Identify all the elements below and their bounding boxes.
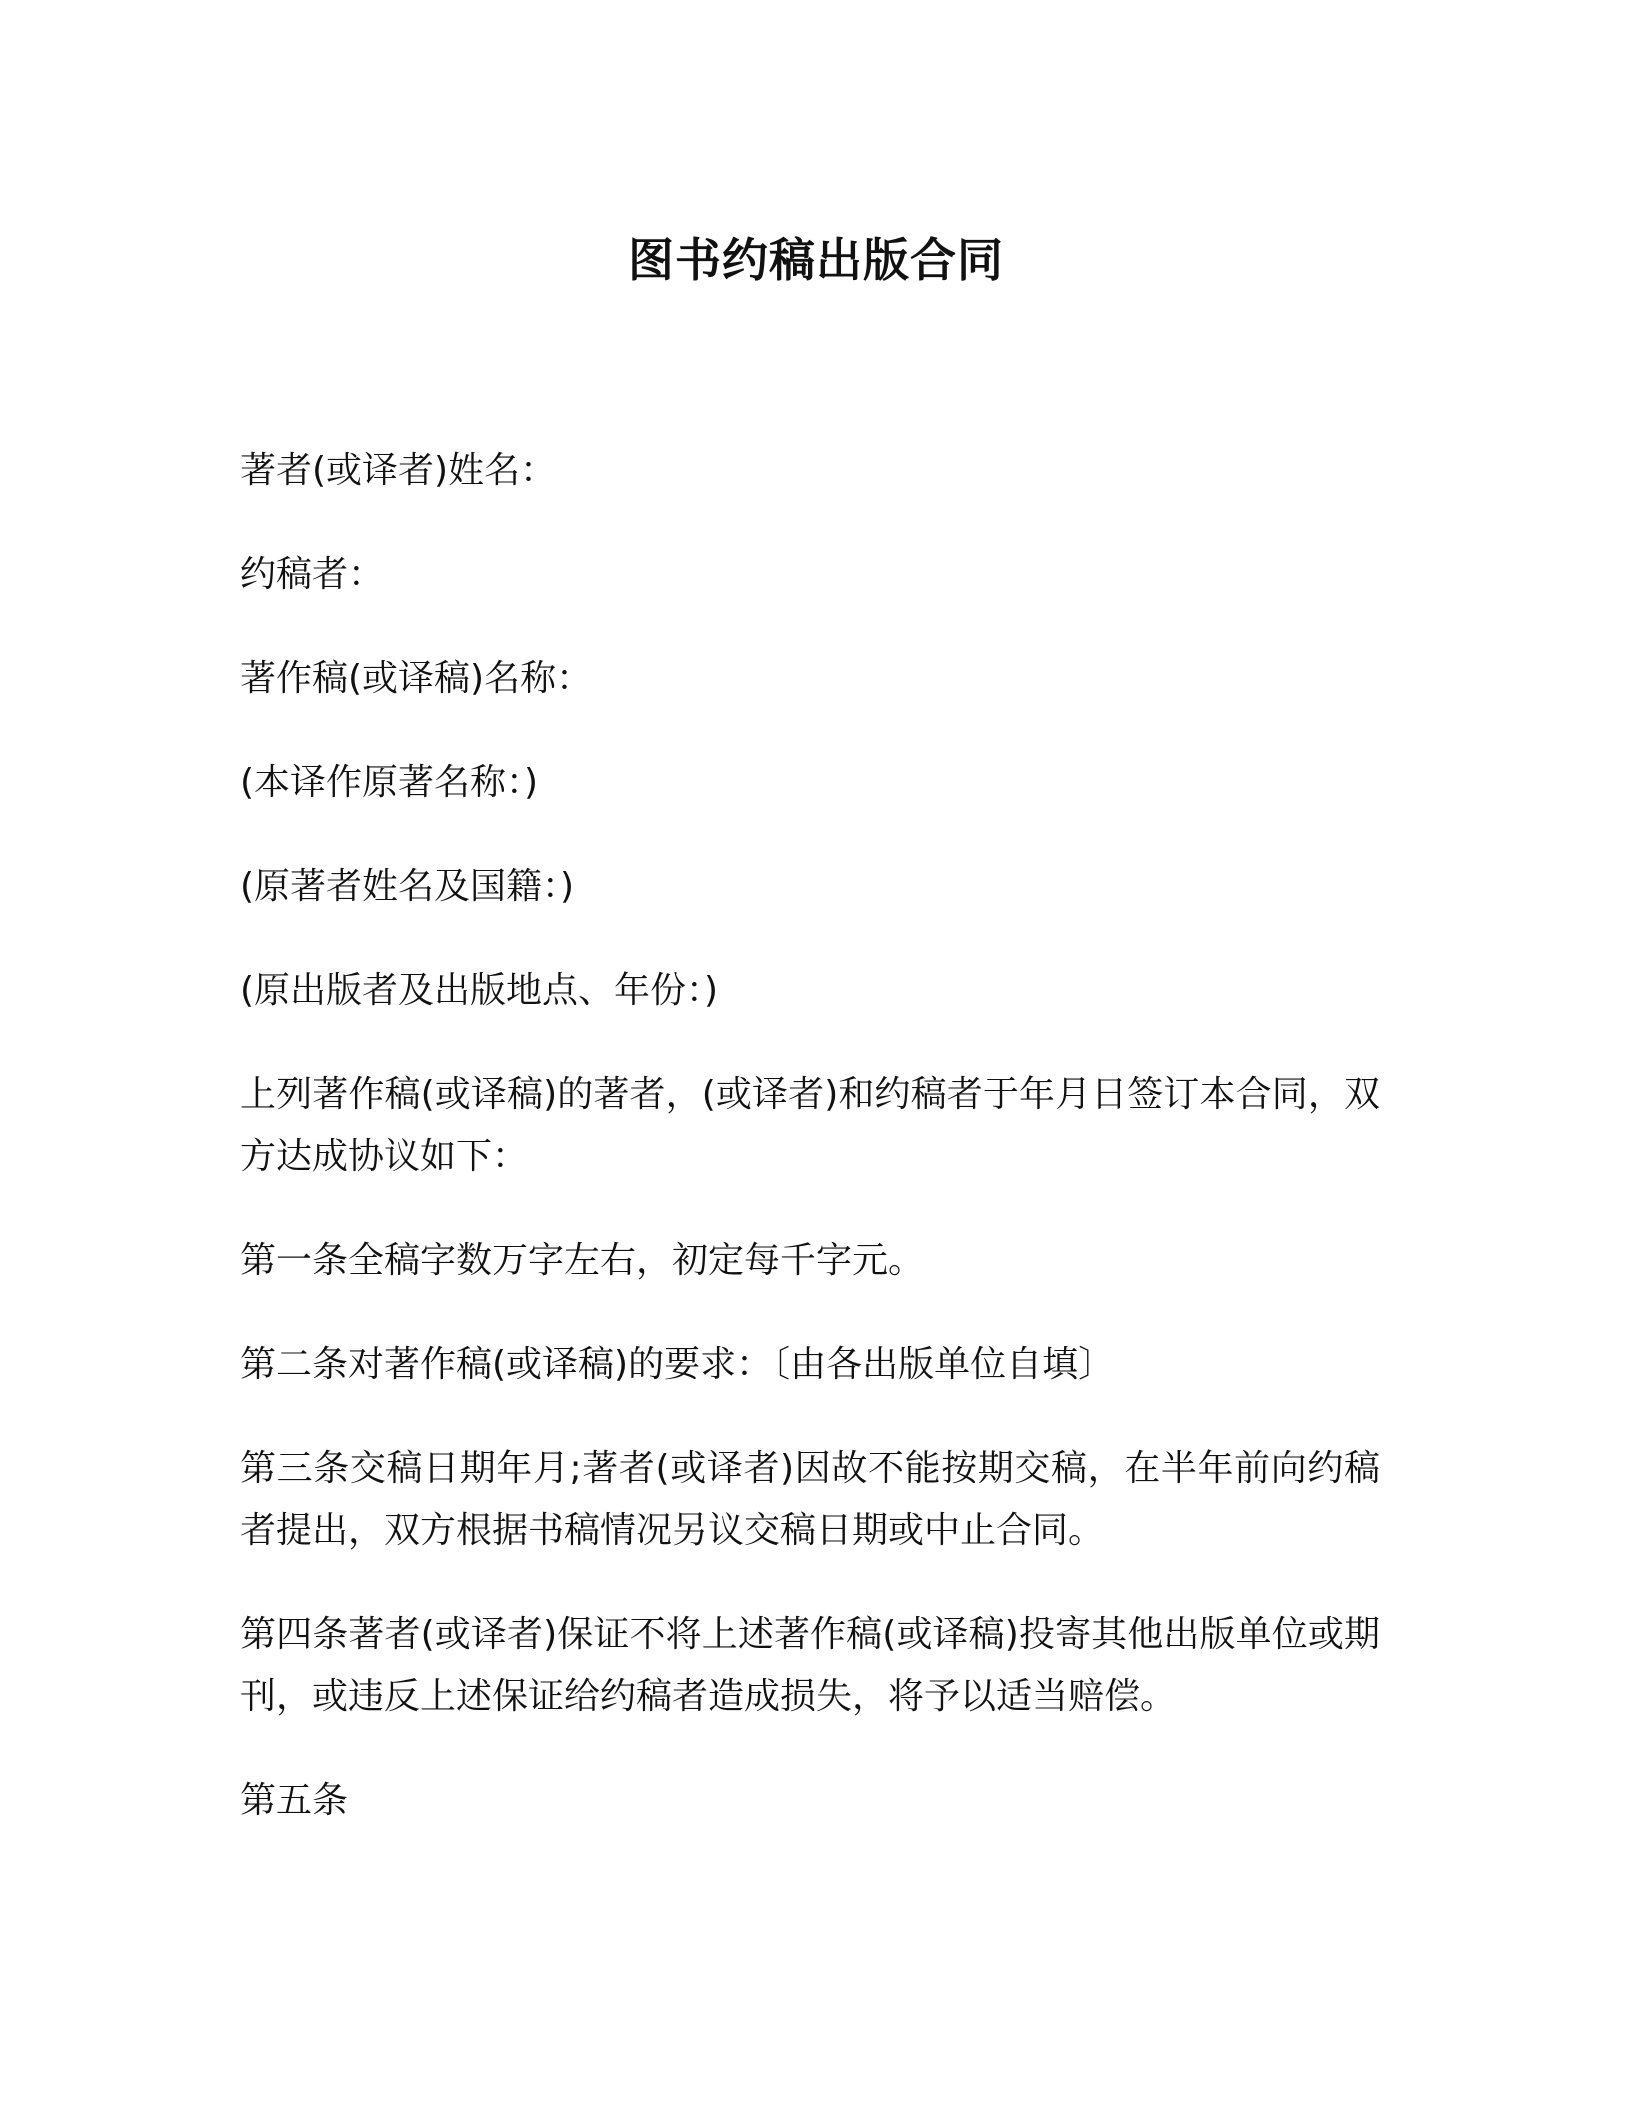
field-manuscript-title: 著作稿(或译稿)名称： [240,658,593,699]
article-2: 第二条对著作稿(或译稿)的要求：〔由各出版单位自填〕 [240,1344,1115,1385]
field-original-author: (原著者姓名及国籍：) [240,866,575,907]
document-body [240,440,1380,1874]
article-4: 第四条著者(或译者)保证不将上述著作稿(或译稿)投寄其他出版单位或期刊，或违反上述保证给约稿者造成损失，将予以适当赔偿。 [240,1614,1380,1717]
field-author-name: 著者(或译者)姓名： [240,450,557,491]
preamble-paragraph: 上列著作稿(或译稿)的著者，(或译者)和约稿者于年月日签订本合同，双方达成协议如下： [240,1074,1380,1177]
field-commissioner: 约稿者： [240,554,385,595]
article-3: 第三条交稿日期年月;著者(或译者)因故不能按期交稿，在半年前向约稿者提出，双方根据书稿情况另议交稿日期或中止合同。 [240,1448,1380,1551]
field-original-work-title: (本译作原著名称：) [240,762,539,803]
document-title: 图书约稿出版合同 [628,232,1004,287]
article-1: 第一条全稿字数万字左右，初定每千字元。 [240,1240,925,1281]
field-original-publisher: (原出版者及出版地点、年份：) [240,970,719,1011]
article-5: 第五条 [240,1780,349,1821]
